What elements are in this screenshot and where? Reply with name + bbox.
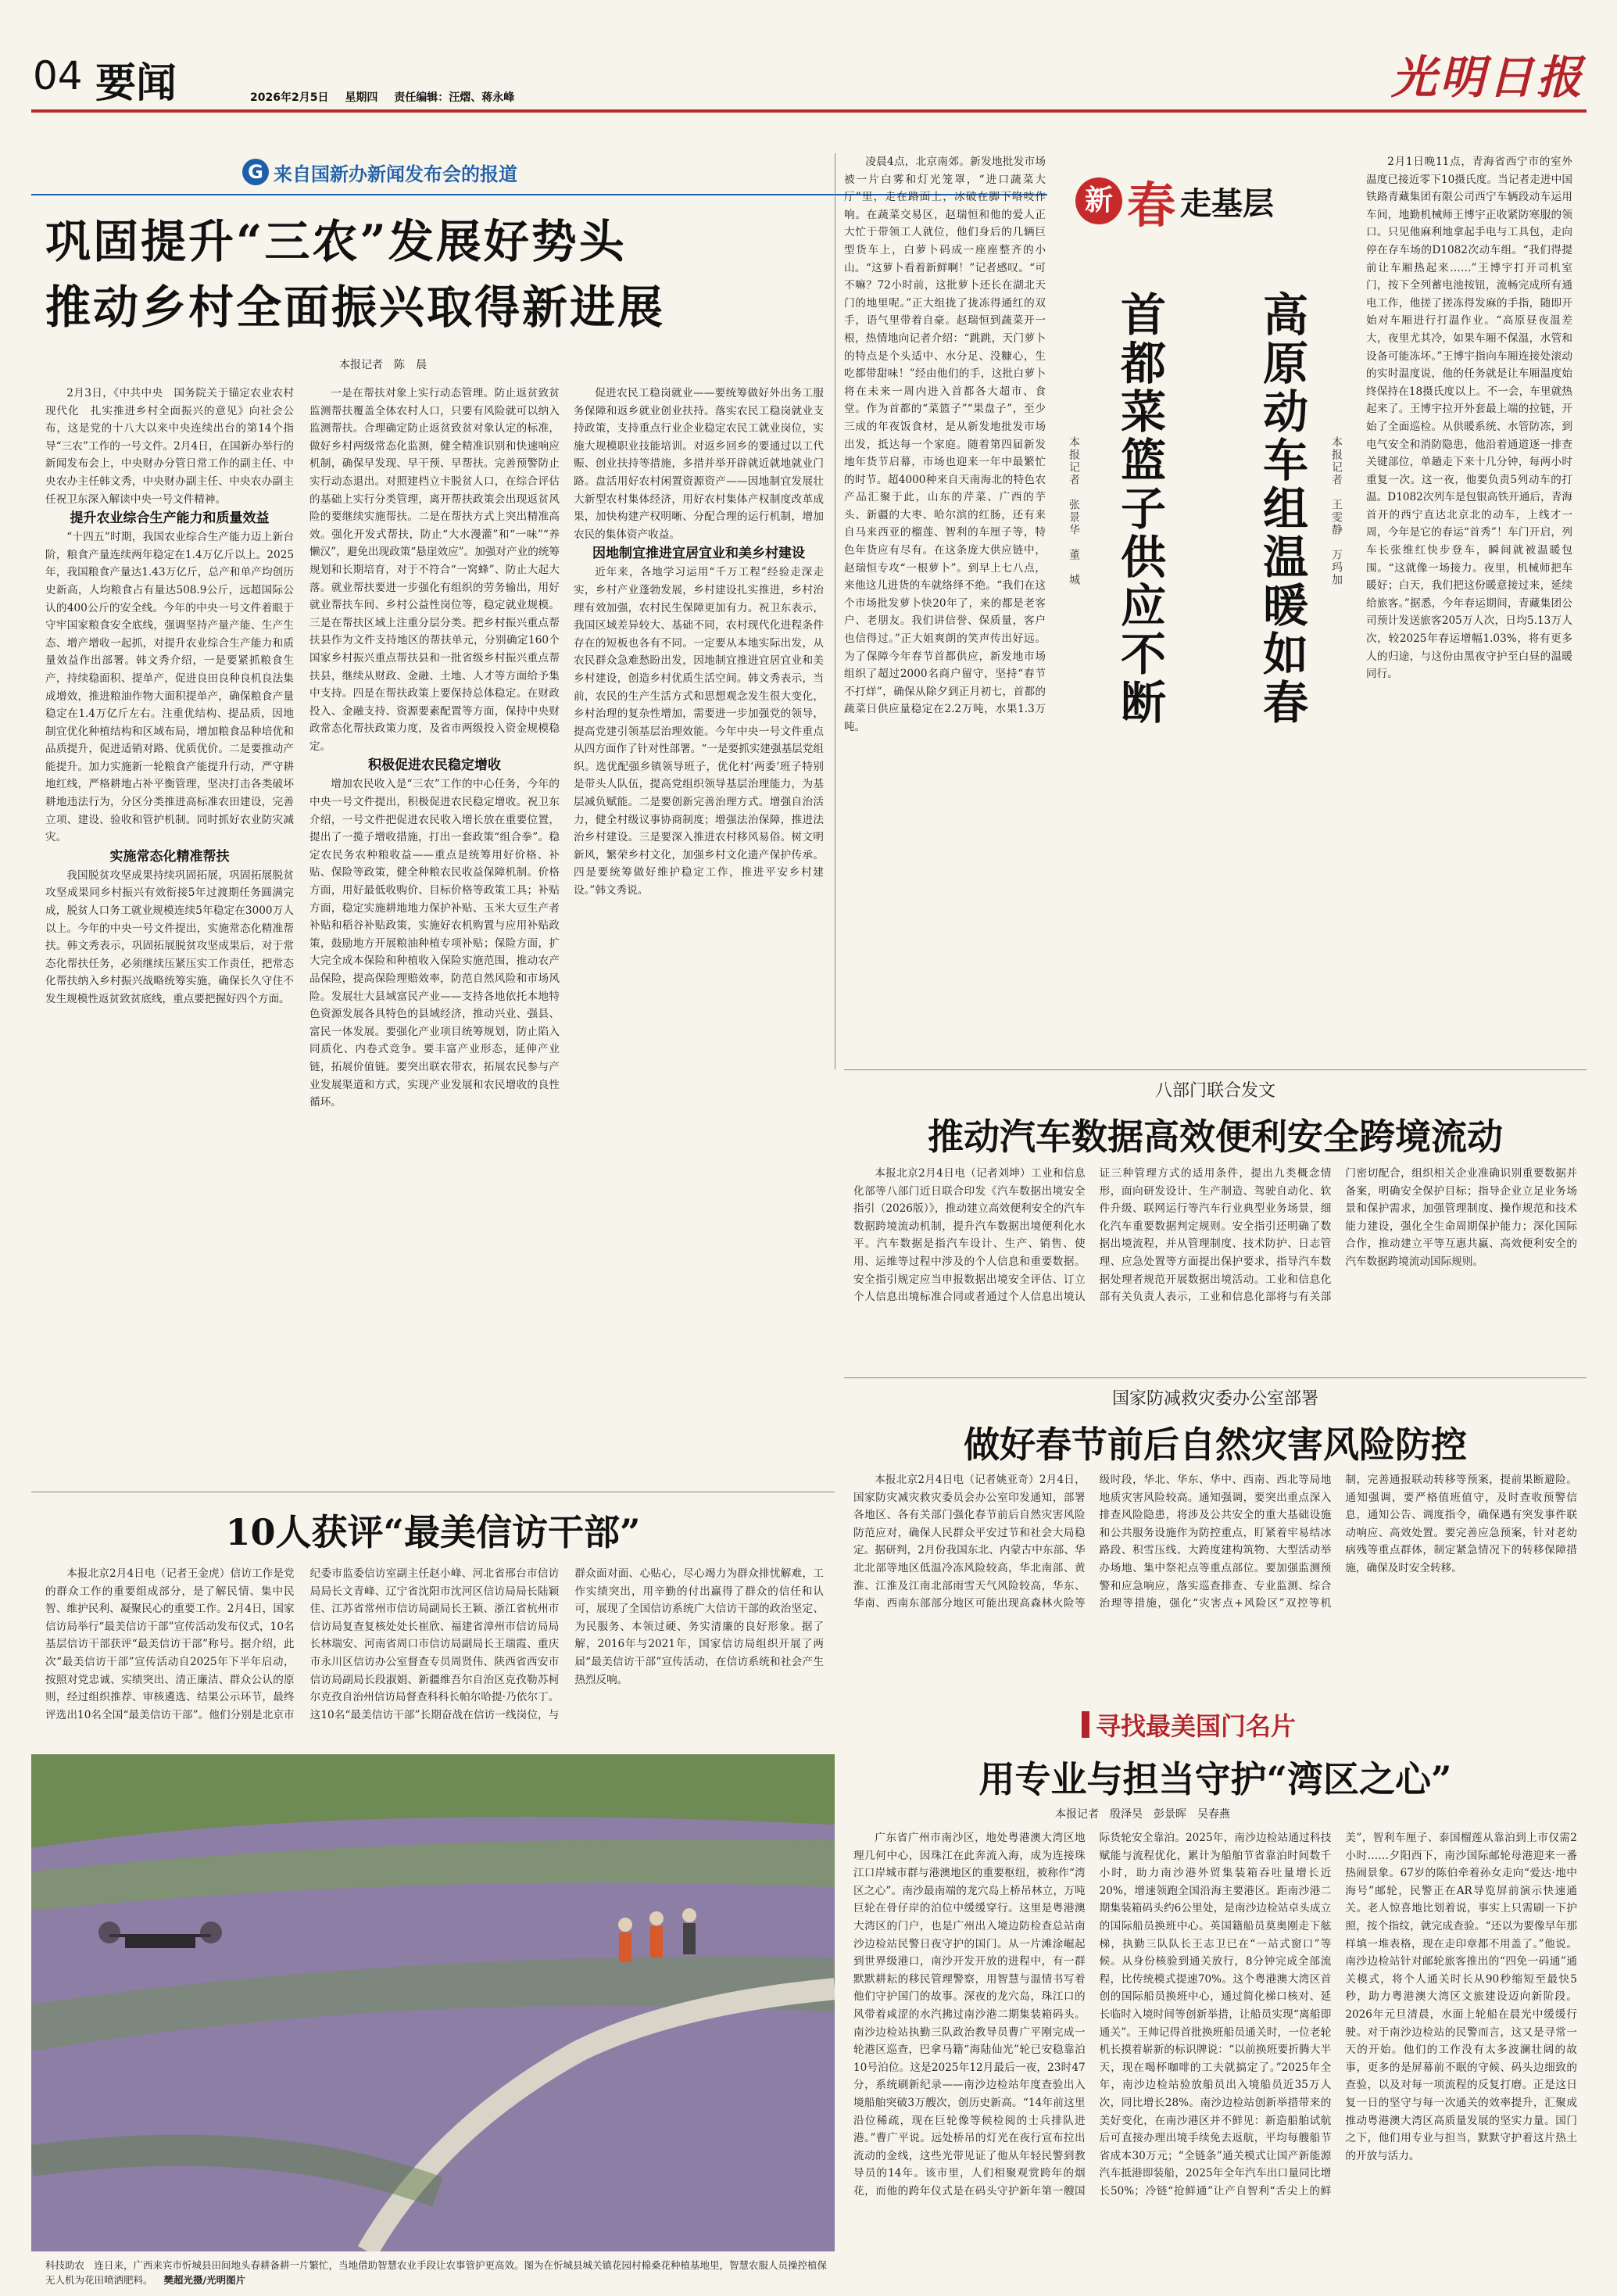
farm-photo — [31, 1754, 835, 2251]
section-divider — [844, 1377, 1587, 1378]
banner-text: 走基层 — [1180, 185, 1275, 222]
story-veg-byline: 本报记者 张景华 董 城 — [1068, 436, 1080, 586]
weekday: 星期四 — [345, 91, 378, 104]
page-header — [0, 0, 1617, 109]
section-divider — [844, 1069, 1587, 1070]
banner-char: 新 — [1075, 177, 1122, 224]
disaster-kicker: 国家防减救灾委办公室部署 — [1111, 1389, 1318, 1409]
section-name: 要闻 — [95, 60, 177, 107]
banner-char: 春 — [1127, 176, 1176, 234]
bay-tag: 寻找最美国门名片 — [1082, 1709, 1296, 1740]
g-badge-icon: G — [242, 159, 269, 185]
auto-text: 本报北京2月4日电（记者刘坤）工业和信息化部等八部门近日联合印发《汽车数据出境安全指引（2026版）》，推动建立高效便利安全的汽车数据跨境流动机制，提升汽车数据出境便利化水平。汽车数据是指汽车设计、生产、销售、使用、运维等过程中涉及的个人信息和重要数据。安全指引规定应当申报数据出境安全评估、订立个人信息出境标准合同或者通过个人信息出境认证三种管理方式的适用条件，提出九类概念情形，面向研发设计、生产制造、驾驶自动化、软件升级、联网运行等汽车行业典型业务场景，细化汽车重要数据判定规则。安全指引还明确了数据出境流程，并从管理制度、技术防护、日志管理、应急处置等方面提出保护要求，指导汽车数据处理者规范开展数据出境活动。工业和信息化部有关负责人表示，工业和信息化部将与有关部门密切配合，组织相关企业准确识别重要数据并备案，明确安全保护目标；指导企业立足业务场景和保护需求，加强管理制度、操作规范和技术能力建设，强化全生命周期保护能力；深化国际合作，推动建立平等互惠共赢、高效便利安全的汽车数据跨境流动国际规则。 — [853, 1167, 1577, 1304]
bay-text: 广东省广州市南沙区，地处粤港澳大湾区地理几何中心，因珠江在此奔流入海，成为连接珠江口岸城市群与港澳地区的重要枢纽，被称作“湾区之心”。南沙最南端的龙穴岛上桥吊林立，万吨巨轮在骨仔岸的泊位中缓缓穿行。这里是粤港澳大湾区的门户，也是广州出入境边防检查总站南沙边检站民警日夜守护的国门。从一片滩涂崛起到世界级港口，南沙开发开放的进程中，有一群默默耕耘的移民管理警察，用智慧与温情书写着他们守护国门的故事。深夜的龙穴岛，珠江口的风带着咸涩的水汽拂过南沙港二期集装箱码头。南沙边检站执勤三队政治教导员曹广平刚完成一轮港区巡查，巴拿马籍“海陆仙光”轮已安稳靠泊10号泊位。这是2025年12月最后一夜，23时47分，系统刷新纪录——南沙边检站年度查验出入境船舶突破3万艘次，创历史新高。“14年前这里沿位稀疏，现在巨轮像等候检阅的士兵排队进港。”曹广平说。远处桥吊的灯光在夜行宣布拉出流动的金线，这些光带见证了他从年轻民警到教导员的14年。该市里，人们相聚观赏跨年的烟花，而他的跨年仪式是在码头守护新年第一艘国际货轮安全靠泊。2025年，南沙边检站通过科技赋能与流程优化，累计为船舶节省靠泊时间数千小时，助力南沙港外贸集装箱吞吐量增长近20%，增速领跑全国沿海主要港区。距南沙港二期集装箱码头约6公里处，是南沙边检站卓头成立的国际船员换班中心。英国籍船员莫奥刚走下舷梯，执勤三队队长王志卫已在“一站式窗口”等候。从身份核验到通关放行，8分钟完成全部流程，比传统模式提速70%。这个粤港澳大湾区首创的国际船员换班中心，通过简化梯口核对、延长临时入境时间等创新举措，让船员实现“离船即通关”。王帅记得首批换班船员通关时，一位老轮机长摸着崭新的标识牌说：“以前换班要折腾大半天，现在喝杯咖啡的工夫就搞定了。”2025年全年，南沙边检站验放船员出入境船员近35万人次，同比增长28%。南沙边检站创新举措带来的美好变化，在南沙港区并不鲜见：新造船舶试航后可直接办理出境手续免去返航，平均每艘船节省成本30万元；“全链条”通关模式让国产新能源汽车抵港即装船，2025年全年汽车出口量同比增长50%；冷链“抢鲜通”让产自智利“舌尖上的鲜美”，智利车厘子、泰国榴莲从靠泊到上市仅需2小时……夕阳西下，南沙国际邮轮母港迎来一番热闹景象。67岁的陈伯牵着孙女走向“爱达·地中海号”邮轮，民警正在AR导览屏前演示快速通关。老人惊喜地比划着说，事实上只需刷一下护照，按个指纹，就完成查验。“还以为要像早年那样填一堆表格，现在走印章都不用盖了。”他说。南沙边检站针对邮轮旅客推出的“四免一码通”通关模式，将个人通关时长从90秒缩短至最快5秒，助力粤港澳大湾区文旅建设迈向新阶段。2026年元旦清晨，水面上轮船在晨光中缓缓行驶。对于南沙边检站的民警而言，这又是寻常一天的开始。他们的工作没有太多波澜壮阔的故事，更多的是屏幕前不眠的守候、码头边细致的查验，以及对每一项流程的反复打磨。正是这日复一日的坚守与每一次通关的效率提升，汇聚成推动粤港澳大湾区高质量发展的坚实力量。国门之下，他们用专业与担当，默默守护着这片热土的开放与活力。 — [853, 1832, 1577, 2197]
story-veg-title: 首都菜篮子供应不断 — [1113, 291, 1166, 727]
header-rule — [31, 109, 1587, 113]
feature-column: 凌晨4点，北京南郊。新发地批发市场被一片白雾和灯光笼罩，“进口蔬菜大厅”里，走在路面上，冰破在脚下咯吱作响。在蔬菜交易区，赵瑞恒和他的爱人正大忙于带领工人就位，他们身后的几辆巨型货车上，白萝卜码成一座座整齐的小山。“这萝卜看着新鲜啊！”记者感叹。“可不嘛？72小时前，这批萝卜还长在湖北天门的地里呢。”正大组拢了拢冻得通红的双手，语气里带着自豪。赵瑞恒到蔬菜开一根，热情地向记者介绍：“跳跳，天门萝卜的特点是个头适中、水分足、没糠心，生吃都带甜味！”经由他们的手，这批白萝卜将在未来一周内进入首都各大超市、食堂。作为首都的“菜篮子”“果盘子”，至少三成的年夜饭食材，是从新发地批发市场出发，抵达每一个家庭。随着第四届新发地年货节启幕，市场也迎来一年中最繁忙的时节。超4000种来自天南海北的特色农产品汇聚于此，山东的芹菜、广西的芋头、新疆的大枣、哈尔滨的红肠，还有来自马来西亚的榴莲、智利的车厘子等，特色年货应有尽有。在这条庞大供应链中，赵瑞恒专攻“一根萝卜”。到早上七八点，来他这儿进货的车就络绎不绝。“我们在这个市场批发萝卜快20年了，来的都是老客户、老朋友。我们讲信誉、保质量，客户也信得过。”正大姐爽朗的笑声传出好远。为了保障今年春节首都供应，新发地市场组织了超过2000名商户留守，坚持“春节不打烊”，确保从除夕到正月初七，首都的蔬菜日供应量稳定在2.2万吨，水果1.3万吨。 — [844, 156, 1046, 733]
disaster-text: 本报北京2月4日电（记者姚亚奇）2月4日，国家防灾减灾救灾委员会办公室印发通知，部署各地区、各有关部门强化春节前后自然灾害风险防范应对，确保人民群众平安过节和社会大局稳定。据研判，2月份我国东北、内蒙古中东部、华北北部等地区低温冷冻风险较高，华北南部、黄淮、江淮及江南北部雨雪天气风险较高，华东、华南、西南东部部分地区可能出现高森林火险等级时段，华北、华东、华中、西南、西北等局地地质灾害风险较高。通知强调，要突出重点深入排查风险隐患，将涉及公共安全的重大基础设施和公共服务设施作为防控重点，盯紧着牢易结冰路段、积雪压线、大跨度建构筑物、大型活动举办场地、集中祭祀点等重点部位。要加强监测预警和应急响应，落实巡查排查、专业监测、综合治理等措施，强化“灾害点+风险区”双控等机制，完善通报联动转移等预案，提前果断避险。通知强调，要严格值班值守，及时查收预警信息，通知公告、调度指令，确保遇有突发事件联动响应、高效处置。要完善应急预案，针对老幼病残等重点群体，制定紧急情况下的转移保障措施，确保及时安全转移。 — [853, 1474, 1577, 1610]
page-number: 04 — [33, 53, 83, 99]
disaster-title: 做好春节前后自然灾害风险防控 — [964, 1424, 1467, 1466]
auto-title: 推动汽车数据高效便利安全跨境流动 — [928, 1116, 1503, 1158]
photo-caption: 科技助农 连日来，广西来宾市忻城县田间地头春耕备耕一片繁忙，当地借助智慧农业手段让农事管护更高效。图为在忻城县城关镇花园村棉桑花种植基地里，智慧农服人员操控植保无人机为花田喷洒肥料。 樊超光摄/光明图片 — [45, 2259, 828, 2286]
lead-title-line1: 巩固提升“三农”发展好势头 — [45, 215, 627, 268]
story-train-text: 2月1日晚11点，青海省西宁市的室外温度已接近零下10摄氏度。当记者走进中国铁路青藏集团有限公司西宁车辆段动车运用车间，地勤机械师王博宇正收紧防寒服的领口。只见他麻利地拿起手电与工具包，走向停在存车场的D1082次动车组。“我们得提前让车厢热起来……”王博宇打开司机室门，按下全列蓄电池按钮，流畅完成所有通电工作，他搓了搓冻得发麻的手指，随即开始对车厢进行打温作业。“高原昼夜温差大，夜里尤其冷，如果车厢不保温，水管和设备可能冻坏。”王博宇指向车厢连接处滚动的实时温度说，他的任务就是让车厢温度始终保持在18摄氏度以上。不一会，车里就热起来了。王博宇拉开外套最上端的拉链，开始了全面巡检。从供暖系统、水管防冻，到电气安全和消防隐患，他沿着通道逐一排查关键部位，单趟走下来十几分钟，每两小时重复一次。这一夜，他要负责5列动车的打温。D1082次列车是包银高铁开通后，青海首开的西宁直达北京北的动车，上线才一周，今年是它的春运“首秀”！车门开启，列车长张维红快步登车，瞬间就被温暖包围。“这就像一场接力。夜里，机械师把车暖好；白天，我们把这份暖意接过来，延续给旅客。”据悉，今年春运期间，青藏集团公司预计发送旅客205万人次，日均5.13万人次，较2025年春运增幅1.03%，将有更多人的归途，与这份由黑夜守护至白昼的温暖同行。 — [1366, 156, 1572, 681]
date: 2026年2月5日 — [250, 91, 329, 104]
subhead: 实施常态化精准帮扶 — [109, 848, 230, 865]
petition-title: 10人获评“最美信访干部” — [225, 1511, 641, 1553]
series-label: G 来自国新办新闻发布会的报道 — [242, 156, 517, 188]
lead-byline: 本报记者 陈 晨 — [339, 359, 427, 371]
story-train-title: 高原动车组温暖如春 — [1255, 291, 1308, 727]
auto-kicker: 八部门联合发文 — [1154, 1081, 1275, 1101]
tag-mark-icon — [1082, 1711, 1089, 1738]
subhead: 积极促进农民稳定增收 — [368, 758, 501, 774]
subhead: 提升农业综合生产能力和质量效益 — [70, 510, 270, 527]
editors: 责任编辑：汪熠、蒋永峰 — [394, 91, 515, 104]
field-illustration — [31, 1754, 835, 2251]
masthead-logo: 光明日报 — [1391, 51, 1586, 104]
lead-column-3: 促进农民工稳岗就业——要统筹做好外出务工服务保障和返乡就业创业扶持。落实农民工稳岗就业支持政策，支持重点行业企业稳定农民工就业岗位，实施大规模职业技能培训。对返乡回乡的要通过以工代赈、创业扶持等措施，多措并举开辟就近就地就业门路。盘活用好农村闲置资源资产——因地制宜发展壮大新型农村集体经济，用好农村集体产权制度改革成果，加快构建产权明晰、分配合理的运行机制，增加农民的集体资产收益。 因地制宜推进宜居宜业和美乡村建设 近年来，各地学习运用“千万工程”经验走深走实，乡村产业蓬勃发展，乡村建设扎实推进，乡村治理有效加强，农村民生保障更加有力。祝卫东表示，我国区域差异较大、基础不同，农村现代化进程条件存在的短板也各有不同。一定要从本地实际出发，从农民群众急难愁盼出发，因地制宜推进宜居宜业和美乡村建设，创造乡村优质生活空间。韩文秀表示，当前，农民的生产生活方式和思想观念发生很大变化，乡村治理的复杂性增加，需要进一步加强党的领导，提高党建引领基层治理效能。今年中央一号文件重点从四方面作了针对性部署。“一是要抓实建强基层党组织。选优配强乡镇领导班子，优化村‘两委’班子特别是带头人队伍，提高党组织领导基层治理能力，为基层减负赋能。二是要创新完善治理方式。增强自治活力，健全村级议事协商制度；增强法治保障，推进法治乡村建设。三是要深入推进农村移风易俗。树文明新风，繁荣乡村文化，加强乡村文化遗产保护传承。四是要统筹做好维护稳定工作，推进平安乡村建设。”韩文秀说。 — [574, 387, 824, 897]
lead-column-2: 一是在帮扶对象上实行动态管理。防止返贫致贫监测帮扶覆盖全体农村人口，只要有风险就可以纳入监测帮扶。合理确定防止返贫致贫对象认定的标准，做好乡村两级常态化监测，健全精准识别和快速响应机制，确保早发现、早干预、早帮扶。完善预警防止实行动态退出。对照建档立卡脱贫人口，在综合评估的基础上实行分类管理，离开帮扶政策会出现返贫风险的要继续实施帮扶。二是在帮扶方式上突出精准高效。强化开发式帮扶，防止“大水漫灌”和“一味”“养懒汉”，避免出现政策“悬崖效应”。加强对产业的统筹规划和长期培育，对于不符合“一窝蜂”、防止大起大落。就业帮扶要进一步强化有组织的劳务输出，用好就业帮扶车间、乡村公益性岗位等，稳定就业规模。三是在帮扶区域上注重分层分类。把乡村振兴重点帮扶县作为文件支持地区的帮扶单元，分别确定160个国家乡村振兴重点帮扶县和一批省级乡村振兴重点帮扶县，继续从财政、金融、土地、人才等方面给予集中支持。四是在帮扶政策上要保持总体稳定。在财政投入、金融支持、资源要素配置等方面，保持中央财政常态化帮扶政策力度，及省市两级投入资金规模稳定。 积极促进农民稳定增收 增加农民收入是“三农”工作的中心任务，今年的中央一号文件提出，积极促进农民稳定增收。祝卫东介绍，一号文件把促进农民收入增长放在重要位置，提出了一揽子增收措施，打出一套政策“组合拳”。稳定农民务农种粮收益——重点是统筹用好价格、补贴、保险等政策，健全种粮农民收益保障机制。价格方面，用好最低收购价、目标价格等政策工具；补贴方面，稳定实施耕地地力保护补贴、玉米大豆生产者补贴和稻谷补贴政策，实施好农机购置与应用补贴政策，鼓励地方开展粮油种植专项补贴；保险方面，扩大完全成本保险和种植收入保险实施范围，推动农产品保险，提高保险理赔效率，防范自然风险和市场风险。发展壮大县域富民产业——支持各地依托本地特色资源发展各具特色的县域经济，推动兴业、强县、富民一体发展。要强化产业项目统筹规划，防止陷入同质化、内卷式竞争。要丰富产业形态，延伸产业链，拓展价值链。要突出联农带农，拓展农民参与产业发展渠道和方式，实现产业发展和农民增收的良性循环。 — [309, 387, 560, 1109]
issue-date — [250, 89, 514, 105]
spring-banner — [1075, 166, 1333, 236]
petition-text: 本报北京2月4日电（记者王金虎）信访工作是党的群众工作的重要组成部分，是了解民情、集中民智、维护民利、凝聚民心的重要工作。2月4日，国家信访局举行“最美信访干部”宣传活动发布仪式，10名基层信访干部获评“最美信访干部”称号。据介绍，此次“最美信访干部”宣传活动自2025年下半年启动，按照对党忠诚、实绩突出、清正廉洁、群众公认的原则，经过组织推荐、审核遴选、结果公示环节，最终评选出10名全国“最美信访干部”。他们分别是北京市纪委市监委信访室副主任赵小峰、河北省邢台市信访局局长文青峰、辽宁省沈阳市沈河区信访局局长陆颖佳、江苏省常州市信访局副局长王颖、浙江省杭州市信访局复查复核处处长崔欣、福建省漳州市信访局局长林瑞安、河南省周口市信访局副局长王瑞霞、重庆市永川区信访办公室督查专员周贤伟、陕西省西安市信访局副局长段淑娟、新疆维吾尔自治区克孜勒苏柯尔克孜自治州信访局督查科科长帕尔哈提·乃依尔丁。这10名“最美信访干部”长期奋战在信访一线岗位，与群众面对面、心贴心，尽心竭力为群众排忧解难，工作实绩突出，用辛勤的付出赢得了群众的信任和认可，展现了全国信访系统广大信访干部的政治坚定、为民服务、本领过硬、务实清廉的良好形象。据了解，2016年与2021年，国家信访局组织开展了两届“最美信访干部”宣传活动，在信访系统和社会产生热烈反响。 — [45, 1567, 824, 1721]
bay-title: 用专业与担当守护“湾区之心” — [978, 1758, 1452, 1800]
lead-title-line2: 推动乡村全面振兴取得新进展 — [45, 281, 666, 334]
bay-byline: 本报记者 殷泽昊 彭景晖 吴春燕 — [1055, 1808, 1230, 1821]
subhead: 因地制宜推进宜居宜业和美乡村建设 — [592, 546, 805, 562]
story-train-byline: 本报记者 王雯静 万玛加 — [1330, 436, 1343, 586]
photo-credit: 樊超光摄/光明图片 — [163, 2274, 246, 2286]
lead-column-1: 2月3日，《中共中央 国务院关于锚定农业农村现代化 扎实推进乡村全面振兴的意见》向社会公布，这是党的十八大以来中央连续出台的第14个指导“三农”工作的一号文件。2月4日，在国新办举行的新闻发布会上，中央财办分管日常工作的副主任、中央农办主任韩文秀，中央财办副主任、中央农办副主任祝卫东深入解读中央一号文件精神。 提升农业综合生产能力和质量效益 “十四五”时期，我国农业综合生产能力迈上新台阶，粮食产量连续两年稳定在1.4万亿斤以上。2025年，我国粮食产量达1.43万亿斤，总产和单产均创历史新高，人均粮食占有量达508.9公斤，远超国际公认的400公斤的安全线。今年的中央一号文件着眼于守牢国家粮食安全底线，强调坚持产量产能、生产生态、增产增收一起抓，对提升农业综合生产能力和质量效益作出部署。韩文秀介绍，一是要紧抓粮食生产，持续稳面积、提单产，促进良田良种良机良法集成增效，推进粮油作物大面积提单产，确保粮食产量稳定在1.4万亿斤左右。注重优结构、提品质，因地制宜优化种植结构和区域布局，增加粮食品种培优和品质提升，促进适销对路、优质优价。二是要推动产能提升。加力实施新一轮粮食产能提升行动，严守耕地红线，严格耕地占补平衡管理，坚决打击各类破坏耕地违法行为，分区分类推进高标准农田建设，完善立项、建设、验收和管护机制。同时抓好农业防灾减灾。 实施常态化精准帮扶 我国脱贫攻坚成果持续巩固拓展，巩固拓展脱贫攻坚成果同乡村振兴有效衔接5年过渡期任务圆满完成，脱贫人口务工就业规模连续5年稳定在3000万人以上。今年的中央一号文件提出，实施常态化精准帮扶。韩文秀表示，巩固拓展脱贫攻坚成果后，对于常态化帮扶任务，必须继续压紧压实工作责任，把常态化帮扶纳入乡村振兴战略统筹实施，确保长久守住不发生规模性返贫致贫底线，重点要把握好四个方面。 — [45, 387, 294, 1005]
